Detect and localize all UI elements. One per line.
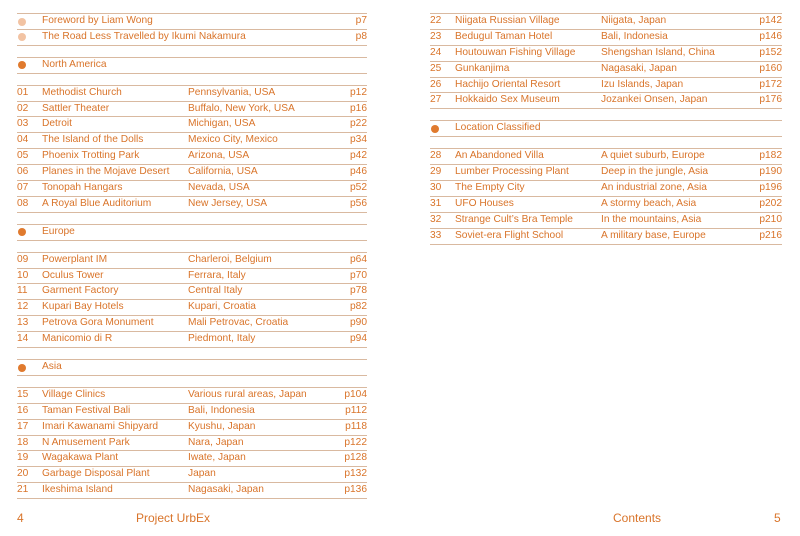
entry-page: p42 bbox=[350, 150, 367, 162]
entries-europe bbox=[17, 252, 367, 348]
entry-title: The Empty City bbox=[455, 182, 525, 194]
entries-location-classified bbox=[430, 148, 782, 244]
toc-row[interactable] bbox=[430, 149, 782, 165]
section-asia bbox=[17, 359, 367, 376]
entry-number: 13 bbox=[17, 317, 29, 329]
toc-row[interactable] bbox=[430, 93, 782, 109]
entry-location: A stormy beach, Asia bbox=[601, 197, 697, 209]
toc-row[interactable] bbox=[17, 269, 367, 285]
entry-title: UFO Houses bbox=[455, 197, 514, 209]
entry-location: Pennsylvania, USA bbox=[188, 86, 276, 98]
entry-location: Bali, Indonesia bbox=[188, 404, 255, 416]
entry-location: California, USA bbox=[188, 166, 258, 178]
entry-title: Detroit bbox=[42, 118, 73, 130]
entry-page: p78 bbox=[350, 285, 367, 297]
entry-number: 07 bbox=[17, 182, 29, 194]
entry-location: New Jersey, USA bbox=[188, 197, 268, 209]
entry-number: 08 bbox=[17, 197, 29, 209]
entry-page: p104 bbox=[344, 388, 367, 400]
entry-title: Phoenix Trotting Park bbox=[42, 150, 140, 162]
entry-number: 24 bbox=[430, 46, 442, 58]
entry-location: A military base, Europe bbox=[601, 229, 706, 241]
entry-title: Soviet-era Flight School bbox=[455, 229, 564, 241]
entry-number: 22 bbox=[430, 15, 442, 26]
entry-title: Bedugul Taman Hotel bbox=[455, 30, 553, 42]
entry-title: Houtouwan Fishing Village bbox=[455, 46, 576, 58]
entry-title: Sattler Theater bbox=[42, 102, 110, 114]
entry-location: Mexico City, Mexico bbox=[188, 134, 278, 146]
entries-asia bbox=[17, 387, 367, 499]
entry-page: p216 bbox=[759, 229, 782, 241]
toc-row[interactable] bbox=[17, 165, 367, 181]
toc-row[interactable] bbox=[17, 467, 367, 483]
entry-location: Kupari, Croatia bbox=[188, 301, 256, 313]
entry-number: 25 bbox=[430, 62, 442, 74]
entry-page: p90 bbox=[350, 317, 367, 329]
entry-location: Nagasaki, Japan bbox=[601, 62, 677, 74]
entry-location: Bali, Indonesia bbox=[601, 30, 668, 42]
entry-location: Various rural areas, Japan bbox=[188, 388, 307, 400]
entry-page: p46 bbox=[350, 166, 367, 178]
entry-number: 02 bbox=[17, 102, 29, 114]
toc-right-column bbox=[430, 13, 782, 245]
entry-number: 27 bbox=[430, 94, 442, 106]
entry-title: Gunkanjima bbox=[455, 62, 510, 74]
entry-page: p210 bbox=[759, 213, 782, 225]
entry-title: Garbage Disposal Plant bbox=[42, 468, 150, 480]
entry-page: p22 bbox=[350, 118, 367, 130]
entry-location: Japan bbox=[188, 468, 216, 480]
right-page bbox=[400, 0, 800, 536]
toc-left-column bbox=[17, 13, 367, 499]
entry-location: In the mountains, Asia bbox=[601, 213, 702, 225]
entry-number: 32 bbox=[430, 213, 442, 225]
entry-location: Buffalo, New York, USA bbox=[188, 102, 295, 114]
entry-location: Nagasaki, Japan bbox=[188, 484, 264, 496]
entry-page: p64 bbox=[350, 253, 367, 265]
toc-row[interactable] bbox=[430, 213, 782, 229]
entry-title: Hachijo Oriental Resort bbox=[455, 78, 561, 90]
section-europe bbox=[17, 224, 367, 241]
entry-title: Kupari Bay Hotels bbox=[42, 301, 124, 313]
page-number: 4 bbox=[17, 511, 24, 525]
entry-location: Charleroi, Belgium bbox=[188, 253, 272, 265]
running-title: Project UrbEx bbox=[136, 511, 211, 525]
toc-row[interactable] bbox=[430, 62, 782, 78]
section-header bbox=[17, 360, 367, 376]
entry-title: Wagakawa Plant bbox=[42, 452, 119, 464]
entry-title: Niigata Russian Village bbox=[455, 15, 560, 26]
toc-row[interactable] bbox=[17, 436, 367, 452]
entry-location: Izu Islands, Japan bbox=[601, 78, 684, 90]
entry-page: p34 bbox=[350, 134, 367, 146]
toc-row[interactable] bbox=[430, 181, 782, 197]
toc-row[interactable] bbox=[430, 78, 782, 94]
section-gap bbox=[17, 376, 367, 387]
running-title: Contents bbox=[613, 511, 662, 525]
entry-page: p52 bbox=[350, 182, 367, 194]
entry-number: 31 bbox=[430, 197, 442, 209]
section-header bbox=[17, 225, 367, 241]
entry-page: p12 bbox=[350, 86, 367, 98]
entry-title: Manicomio di R bbox=[42, 333, 113, 345]
entry-location: Central Italy bbox=[188, 285, 243, 297]
toc-row[interactable] bbox=[17, 284, 367, 300]
entry-number: 23 bbox=[430, 30, 442, 42]
section-gap bbox=[430, 137, 782, 148]
entry-title: An Abandoned Villa bbox=[455, 150, 544, 162]
section-north-america bbox=[17, 57, 367, 74]
entry-location: Nara, Japan bbox=[188, 436, 244, 448]
toc-row[interactable] bbox=[17, 451, 367, 467]
front-matter bbox=[17, 13, 367, 46]
section-gap bbox=[17, 241, 367, 252]
section-title: Asia bbox=[42, 361, 62, 373]
entry-number: 18 bbox=[17, 436, 29, 448]
section-gap bbox=[430, 109, 782, 120]
entry-number: 16 bbox=[17, 404, 29, 416]
section-gap bbox=[17, 74, 367, 85]
entry-page: p118 bbox=[345, 420, 367, 432]
bullet-dot-icon bbox=[431, 125, 439, 133]
entry-title: Village Clinics bbox=[42, 388, 106, 400]
entry-location: An industrial zone, Asia bbox=[601, 182, 707, 194]
page-number: 5 bbox=[774, 511, 781, 525]
toc-row[interactable] bbox=[17, 300, 367, 316]
entry-location: Arizona, USA bbox=[188, 150, 250, 162]
entry-location: Iwate, Japan bbox=[188, 452, 246, 464]
entry-title: Oculus Tower bbox=[42, 269, 104, 281]
entry-title: Hokkaido Sex Museum bbox=[455, 94, 560, 106]
entry-location: Kyushu, Japan bbox=[188, 420, 256, 432]
entry-number: 15 bbox=[17, 388, 29, 400]
entry-number: 28 bbox=[430, 150, 442, 162]
toc-row[interactable] bbox=[17, 86, 367, 102]
entry-location: Deep in the jungle, Asia bbox=[601, 166, 709, 178]
entry-page: p196 bbox=[759, 182, 782, 194]
entry-page: p16 bbox=[350, 102, 367, 114]
section-header bbox=[430, 121, 782, 137]
entry-title: A Royal Blue Auditorium bbox=[42, 197, 152, 209]
section-location-classified bbox=[430, 120, 782, 137]
entry-title: Imari Kawanami Shipyard bbox=[42, 420, 159, 432]
entry-page: p160 bbox=[759, 62, 782, 74]
bullet-dot-icon bbox=[18, 61, 26, 69]
entry-title: The Island of the Dolls bbox=[42, 134, 144, 146]
entry-number: 05 bbox=[17, 150, 29, 162]
entry-location: Niigata, Japan bbox=[601, 15, 667, 26]
entry-location: Piedmont, Italy bbox=[188, 333, 256, 345]
entry-number: 29 bbox=[430, 166, 442, 178]
entry-location: Michigan, USA bbox=[188, 118, 256, 130]
entry-location: Ferrara, Italy bbox=[188, 269, 246, 281]
entry-title: Planes in the Mojave Desert bbox=[42, 166, 170, 178]
entry-location: Jozankei Onsen, Japan bbox=[601, 94, 708, 106]
entry-number: 17 bbox=[17, 420, 29, 432]
entry-number: 19 bbox=[17, 452, 29, 464]
toc-row[interactable] bbox=[17, 117, 367, 133]
toc-row[interactable] bbox=[17, 102, 367, 118]
entry-number: 12 bbox=[17, 301, 29, 313]
entry-title: Petrova Gora Monument bbox=[42, 317, 154, 329]
entry-title: Lumber Processing Plant bbox=[455, 166, 569, 178]
entry-location: Shengshan Island, China bbox=[601, 46, 715, 58]
entry-location: Nevada, USA bbox=[188, 182, 250, 194]
toc-row[interactable] bbox=[17, 483, 367, 499]
front-matter-row[interactable] bbox=[17, 14, 367, 30]
section-gap bbox=[17, 348, 367, 359]
entry-page: p7 bbox=[355, 15, 367, 26]
toc-row[interactable] bbox=[430, 14, 782, 30]
entry-number: 04 bbox=[17, 134, 29, 146]
section-gap bbox=[17, 213, 367, 224]
entry-number: 06 bbox=[17, 166, 29, 178]
section-title: Location Classified bbox=[455, 122, 541, 134]
entry-page: p142 bbox=[759, 15, 782, 26]
entry-page: p132 bbox=[344, 468, 367, 480]
section-title: North America bbox=[42, 58, 107, 70]
entry-page: p8 bbox=[355, 30, 367, 42]
toc-row[interactable] bbox=[17, 332, 367, 348]
section-title: Europe bbox=[42, 225, 75, 237]
toc-row[interactable] bbox=[17, 316, 367, 332]
toc-row[interactable] bbox=[17, 253, 367, 269]
entry-page: p70 bbox=[350, 269, 367, 281]
entry-page: p152 bbox=[759, 46, 782, 58]
entry-title: Taman Festival Bali bbox=[42, 404, 131, 416]
toc-row[interactable] bbox=[430, 30, 782, 46]
entry-number: 30 bbox=[430, 182, 442, 194]
entry-page: p136 bbox=[344, 484, 367, 496]
entry-page: p146 bbox=[759, 30, 782, 42]
entry-title: The Road Less Travelled by Ikumi Nakamura bbox=[42, 30, 246, 42]
toc-row[interactable] bbox=[17, 420, 367, 436]
entry-title: N Amusement Park bbox=[42, 436, 130, 448]
entries-north-america bbox=[17, 85, 367, 213]
entries-asia-continued bbox=[430, 13, 782, 109]
entry-number: 21 bbox=[17, 484, 29, 496]
toc-row[interactable] bbox=[17, 181, 367, 197]
entry-number: 26 bbox=[430, 78, 442, 90]
entry-number: 33 bbox=[430, 229, 442, 241]
toc-row[interactable] bbox=[17, 197, 367, 213]
entry-page: p172 bbox=[759, 78, 782, 90]
toc-row[interactable] bbox=[17, 133, 367, 149]
toc-row[interactable] bbox=[430, 229, 782, 245]
entry-page: p112 bbox=[345, 404, 367, 416]
entry-title: Tonopah Hangars bbox=[42, 182, 123, 194]
entry-title: Ikeshima Island bbox=[42, 484, 113, 496]
entry-title: Methodist Church bbox=[42, 86, 122, 98]
entry-number: 10 bbox=[17, 269, 29, 281]
toc-row[interactable] bbox=[17, 404, 367, 420]
entry-location: Mali Petrovac, Croatia bbox=[188, 317, 289, 329]
section-gap bbox=[17, 46, 367, 57]
entry-number: 01 bbox=[17, 86, 29, 98]
toc-row[interactable] bbox=[430, 46, 782, 62]
bullet-dot-icon bbox=[18, 33, 26, 41]
entry-number: 14 bbox=[17, 333, 29, 345]
bullet-dot-icon bbox=[18, 18, 26, 26]
entry-page: p82 bbox=[350, 301, 367, 313]
entry-title: Garment Factory bbox=[42, 285, 119, 297]
entry-page: p128 bbox=[344, 452, 367, 464]
section-header bbox=[17, 58, 367, 74]
toc-row[interactable] bbox=[17, 388, 367, 404]
entry-page: p190 bbox=[759, 166, 782, 178]
entry-page: p202 bbox=[759, 197, 782, 209]
front-matter-row[interactable] bbox=[17, 30, 367, 46]
entry-page: p94 bbox=[350, 333, 367, 345]
entry-page: p182 bbox=[759, 150, 782, 162]
bullet-dot-icon bbox=[18, 228, 26, 236]
entry-page: p122 bbox=[344, 436, 367, 448]
entry-number: 20 bbox=[17, 468, 29, 480]
entry-page: p56 bbox=[350, 197, 367, 209]
entry-number: 03 bbox=[17, 118, 29, 130]
toc-row[interactable] bbox=[430, 197, 782, 213]
entry-title: Powerplant IM bbox=[42, 253, 108, 265]
toc-row[interactable] bbox=[430, 165, 782, 181]
entry-title: Foreword by Liam Wong bbox=[42, 15, 153, 26]
bullet-dot-icon bbox=[18, 364, 26, 372]
entry-number: 11 bbox=[17, 285, 28, 297]
entry-title: Strange Cult’s Bra Temple bbox=[455, 213, 573, 225]
entry-location: A quiet suburb, Europe bbox=[601, 150, 705, 162]
entry-number: 09 bbox=[17, 253, 29, 265]
toc-row[interactable] bbox=[17, 149, 367, 165]
entry-page: p176 bbox=[759, 94, 782, 106]
